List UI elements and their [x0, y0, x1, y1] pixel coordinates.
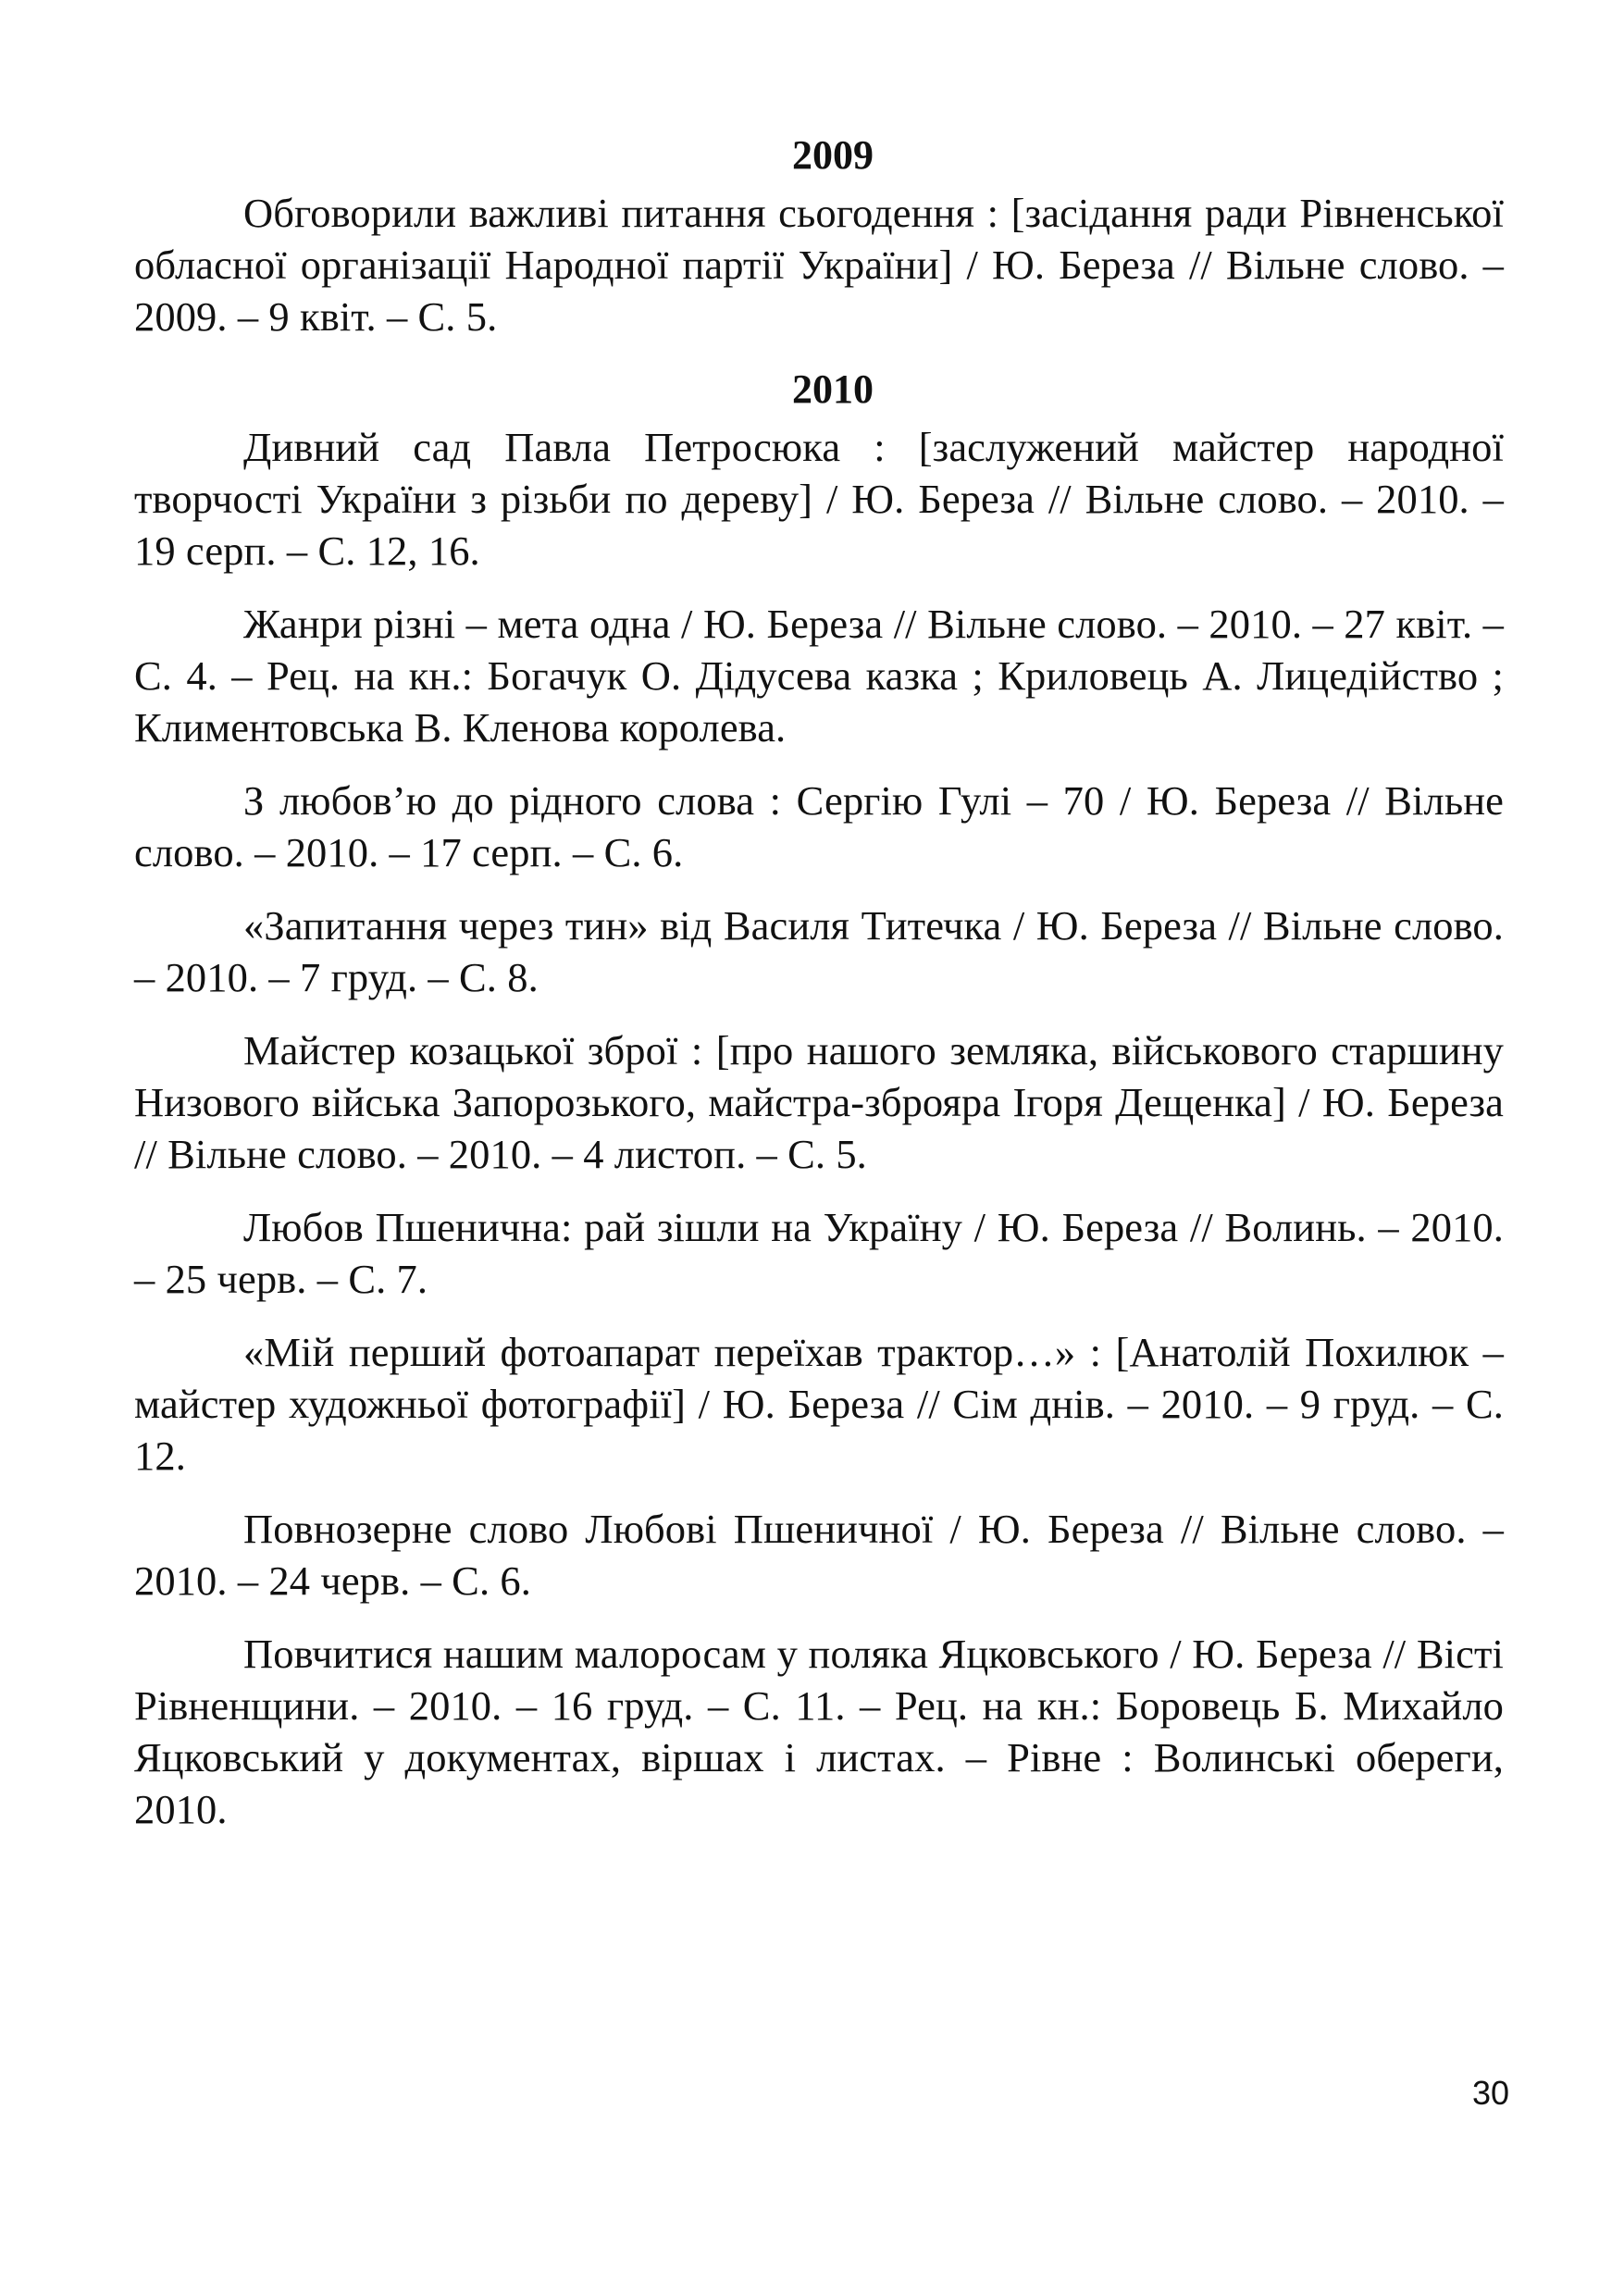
- page-number: 30: [1471, 2074, 1509, 2112]
- bibliography-entry: Обговорили важливі питання сьогодення : [засідання ради Рівненської обласної організації Народної партії України] / Ю. Береза // Вільне слово. – 2009. – 9 квіт. – С. 5.: [134, 190, 1504, 340]
- bibliography-entry: «Запитання через тин» від Василя Титечка / Ю. Береза // Вільне слово. – 2010. – 7 груд. – С. 8.: [134, 902, 1504, 1000]
- bibliography-page: [134, 130, 1504, 1856]
- bibliography-entry: З любов’ю до рідного слова : Сергію Гулі – 70 / Ю. Береза // Вільне слово. – 2010. – 17 серп. – С. 6.: [134, 777, 1504, 875]
- bibliography-entry: «Мій перший фотоапарат переїхав трактор…» : [Анатолій Похилюк – майстер художньої фотографії] / Ю. Береза // Сім днів. – 2010. – 9 груд. – С. 12.: [134, 1329, 1504, 1479]
- bibliography-entry: Любов Пшенична: рай зішли на Україну / Ю. Береза // Волинь. – 2010. – 25 черв. – С. 7.: [134, 1204, 1504, 1302]
- bibliography-entry: Повчитися нашим малоросам у поляка Яцковського / Ю. Береза // Вісті Рівненщини. – 2010. – 16 груд. – С. 11. – Рец. на кн.: Боровець Б. Михайло Яцковський у документах, віршах і листах. – Рівне : Волинські обереги, 2010.: [134, 1631, 1504, 1832]
- bibliography-entry: Майстер козацької зброї : [про нашого земляка, військового старшину Низового війська Запорозького, майстра-зброяра Ігоря Дещенка] / Ю. Береза // Вільне слово. – 2010. – 4 листоп. – С. 5.: [134, 1027, 1504, 1177]
- bibliography-entry: Дивний сад Павла Петросюка : [заслужений майстер народної творчості України з різьби по дереву] / Ю. Береза // Вільне слово. – 2010. – 19 серп. – С. 12, 16.: [134, 424, 1504, 574]
- year-heading-2009: 2009: [792, 132, 874, 178]
- bibliography-entry: Повнозерне слово Любові Пшеничної / Ю. Береза // Вільне слово. – 2010. – 24 черв. – С. 6.: [134, 1506, 1504, 1604]
- year-heading-2010: 2010: [792, 366, 874, 412]
- bibliography-entry: Жанри різні – мета одна / Ю. Береза // Вільне слово. – 2010. – 27 квіт. – С. 4. – Рец. на кн.: Богачук О. Дідусева казка ; Криловець А. Лицедійство ; Климентовська В. Кленова королева.: [134, 601, 1504, 751]
